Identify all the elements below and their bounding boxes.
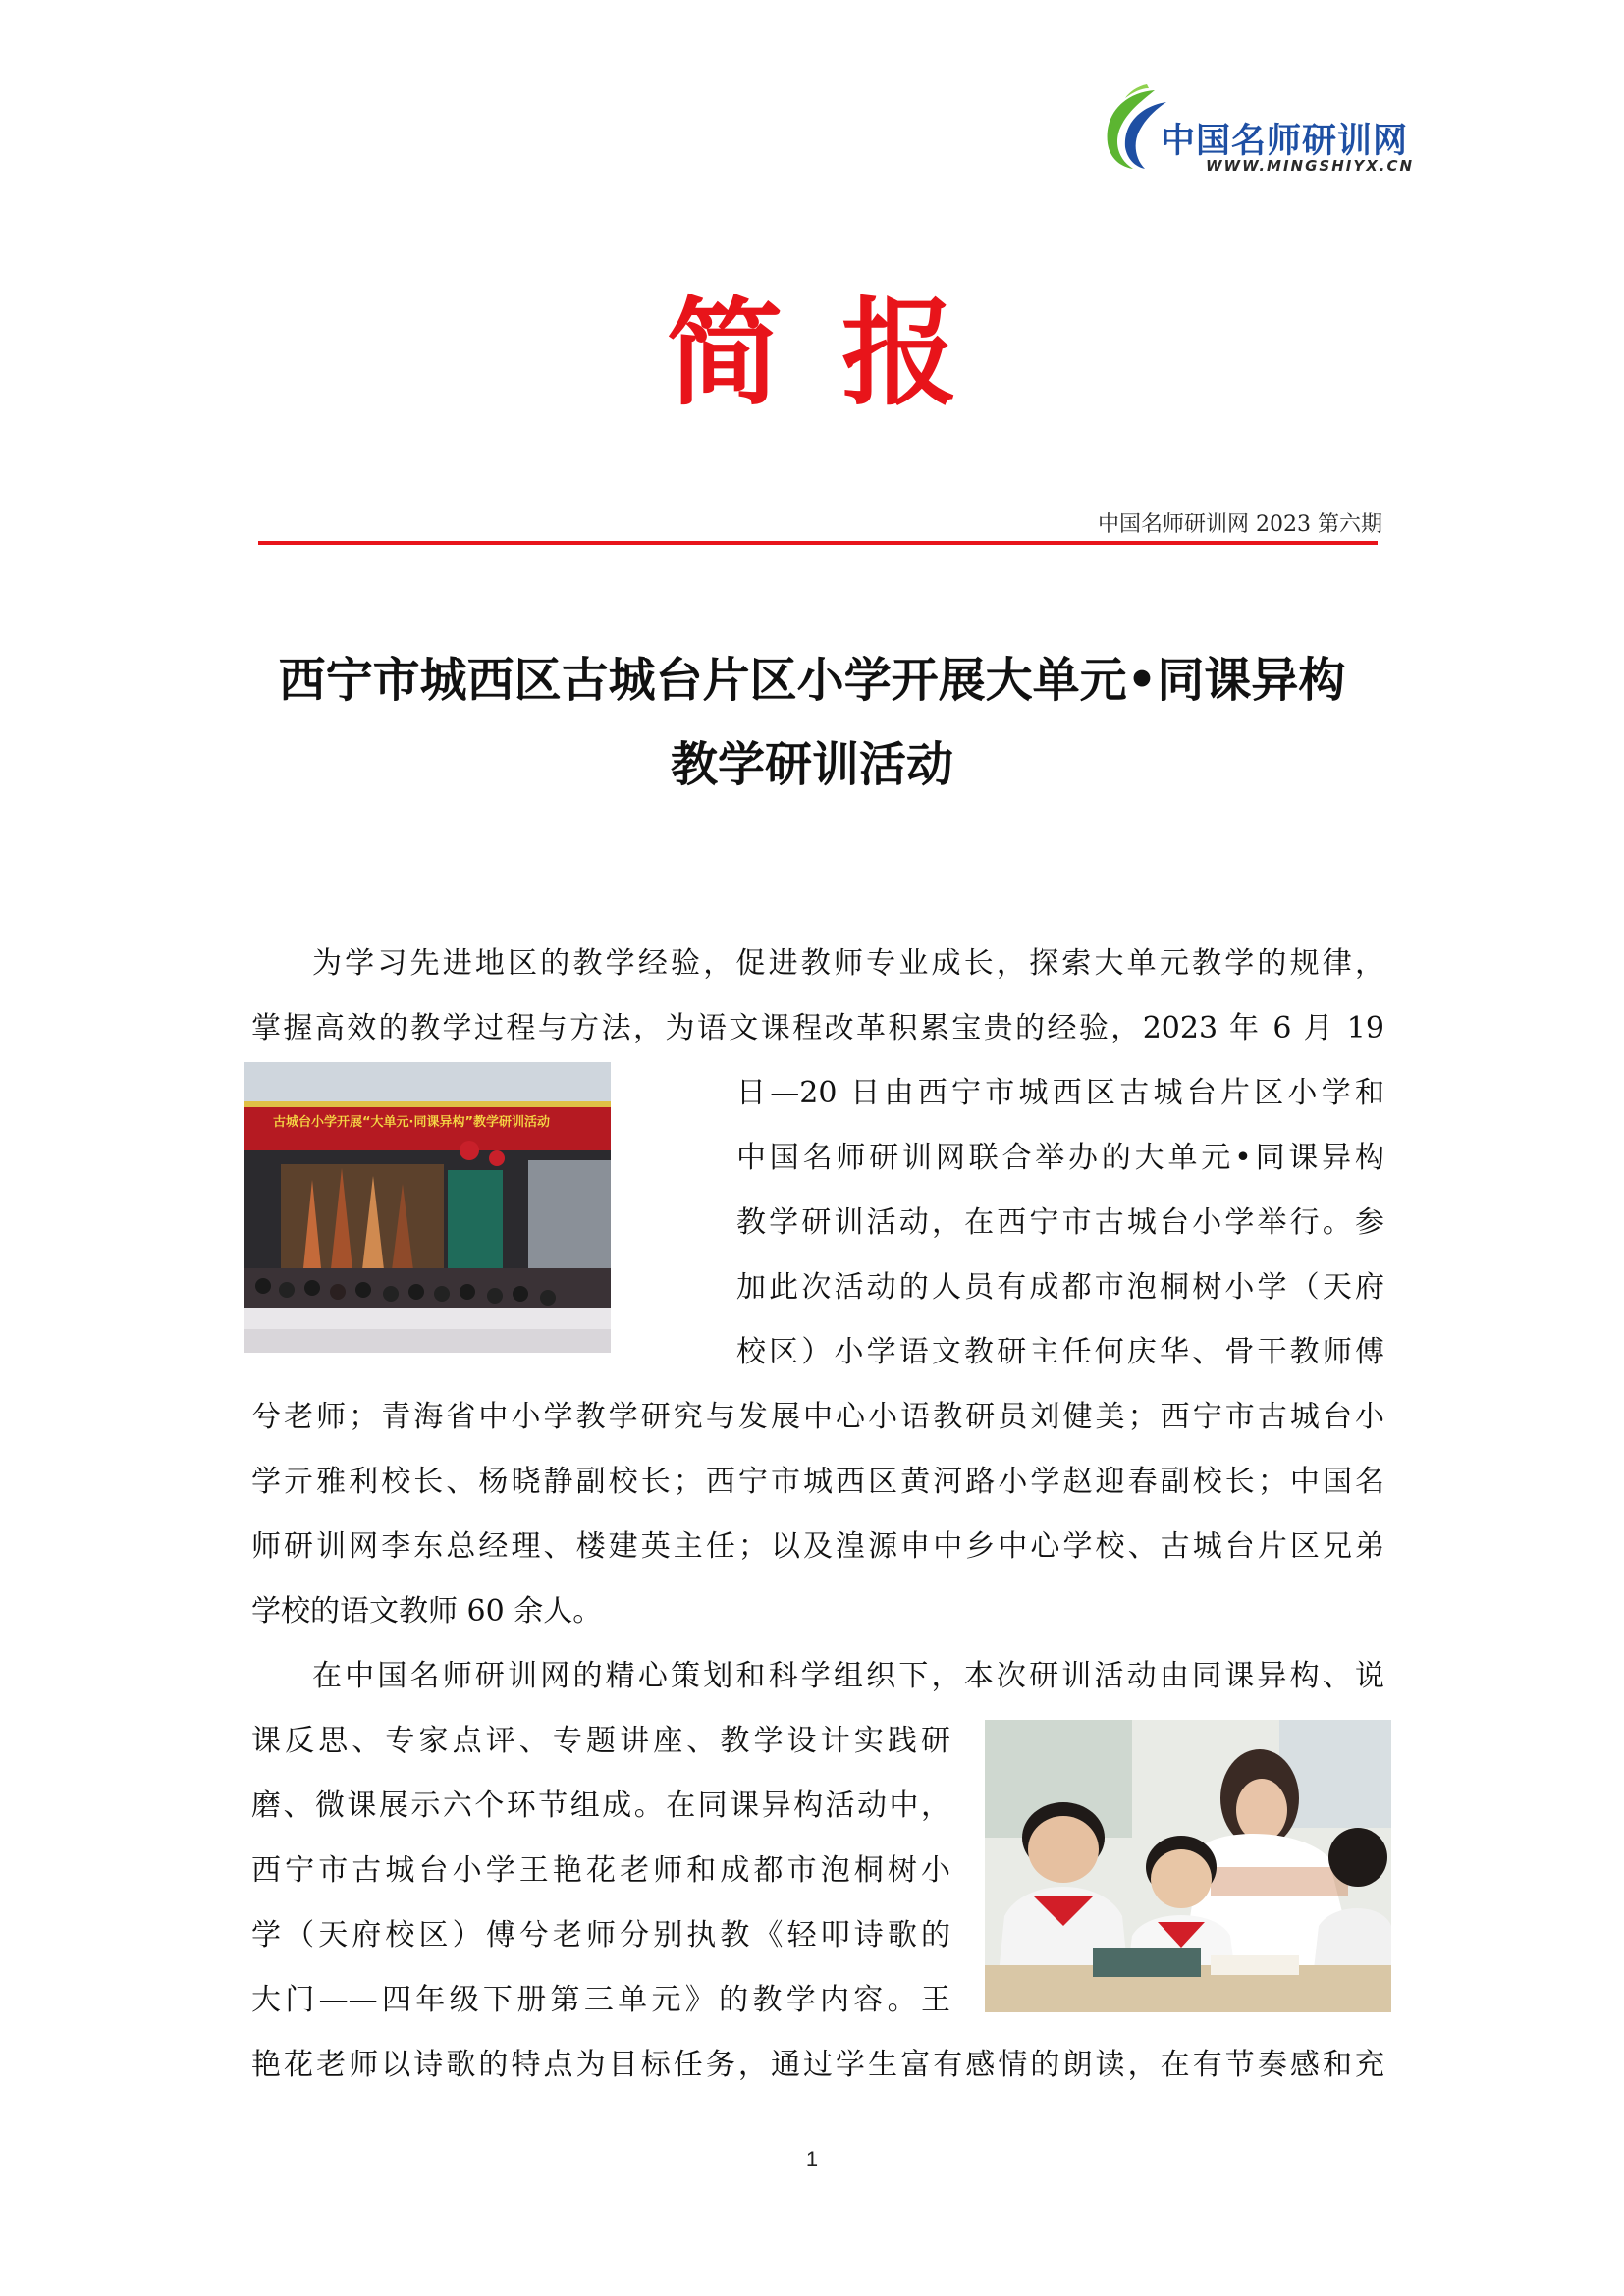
paragraph-line: 掌握高效的教学过程与方法，为语文课程改革积累宝贵的经验，2023 年 6 月 19 bbox=[251, 1011, 1384, 1045]
page-number: 1 bbox=[805, 2147, 819, 2171]
conference-hall-photo bbox=[244, 1062, 611, 1353]
paragraph-line: 学校的语文教师 60 余人。 bbox=[251, 1594, 603, 1629]
site-logo bbox=[1098, 82, 1415, 181]
paragraph-line: 中国名师研训网联合举办的大单元•同课异构 bbox=[736, 1141, 1384, 1175]
paragraph-line: 学（天府校区）傅兮老师分别执教《轻叩诗歌的 bbox=[251, 1918, 950, 1952]
paragraph-line: 艳花老师以诗歌的特点为目标任务，通过学生富有感情的朗读，在有节奏感和充 bbox=[251, 2048, 1384, 2082]
paragraph-line: 为学习先进地区的教学经验，促进教师专业成长，探索大单元教学的规律， bbox=[312, 946, 1384, 981]
paragraph-line: 兮老师；青海省中小学教学研究与发展中心小语教研员刘健美；西宁市古城台小 bbox=[251, 1400, 1384, 1434]
paragraph-line: 校区）小学语文教研主任何庆华、骨干教师傅 bbox=[736, 1335, 1384, 1369]
photo-banner-text: 古城台小学开展“大单元·同课异构”教学研训活动 bbox=[273, 1115, 551, 1130]
classroom-photo bbox=[985, 1720, 1391, 2012]
paragraph-line: 学亓雅利校长、杨晓静副校长；西宁市城西区黄河路小学赵迎春副校长；中国名 bbox=[251, 1465, 1384, 1499]
paragraph-line: 教学研训活动，在西宁市古城台小学举行。参 bbox=[736, 1205, 1384, 1240]
paragraph-line: 师研训网李东总经理、楼建英主任；以及湟源申中乡中心学校、古城台片区兄弟 bbox=[251, 1529, 1384, 1564]
article-title-line-1: 西宁市城西区古城台片区小学开展大单元•同课异构 bbox=[278, 653, 1346, 708]
paragraph-line: 日—20 日由西宁市城西区古城台片区小学和 bbox=[736, 1076, 1384, 1110]
paragraph-line: 加此次活动的人员有成都市泡桐树小学（天府 bbox=[736, 1270, 1384, 1305]
paragraph-line: 大门——四年级下册第三单元》的教学内容。王 bbox=[251, 1983, 950, 2017]
paragraph-line: 课反思、专家点评、专题讲座、教学设计实践研 bbox=[251, 1724, 950, 1758]
logo-name: 中国名师研训网 bbox=[1161, 122, 1409, 161]
header-divider bbox=[258, 541, 1378, 545]
paragraph-line: 西宁市古城台小学王艳花老师和成都市泡桐树小 bbox=[251, 1853, 950, 1888]
article-title-line-2: 教学研训活动 bbox=[670, 737, 953, 792]
logo-url: WWW.MINGSHIYX.CN bbox=[1206, 157, 1415, 175]
paragraph-line: 磨、微课展示六个环节组成。在同课异构活动中， bbox=[251, 1789, 950, 1823]
masthead-title: 简报 bbox=[666, 285, 1016, 421]
issue-label: 中国名师研训网 2023 第六期 bbox=[1098, 512, 1382, 537]
paragraph-line: 在中国名师研训网的精心策划和科学组织下，本次研训活动由同课异构、说 bbox=[312, 1659, 1384, 1693]
